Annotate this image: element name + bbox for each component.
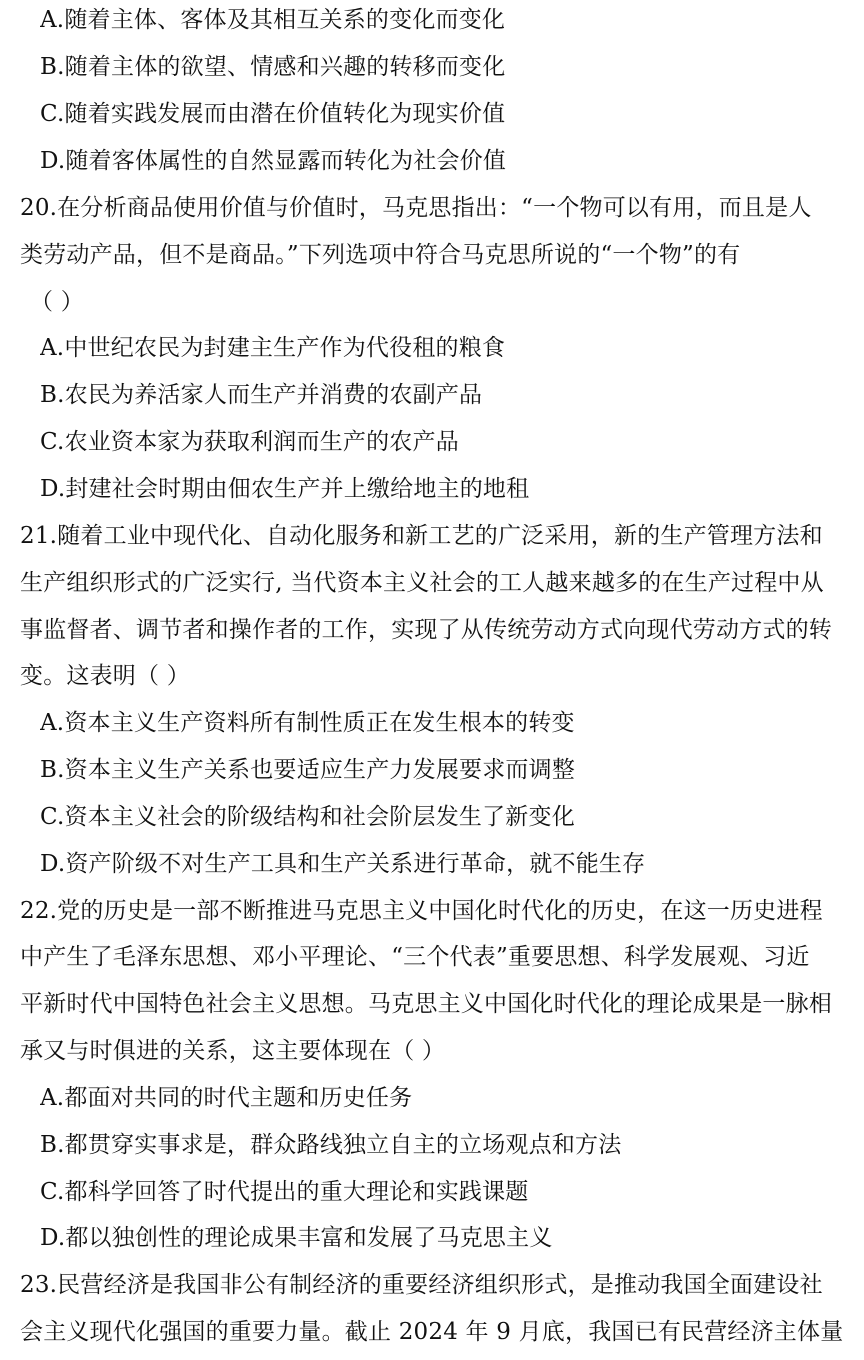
q20-stem-line-2: 类劳动产品，但不是商品。”下列选项中符合马克思所说的“一个物”的有	[20, 242, 741, 268]
q21-stem-line-3: 事监督者、调节者和操作者的工作，实现了从传统劳动方式向现代劳动方式的转	[20, 617, 832, 643]
q19-option-d: D.随着客体属性的自然显露而转化为社会价值	[40, 148, 507, 174]
q22-stem-line-3: 平新时代中国特色社会主义思想。马克思主义中国化时代化的理论成果是一脉相	[20, 991, 832, 1017]
q21-stem-line-2: 生产组织形式的广泛实行, 当代资本主义社会的工人越来越多的在生产过程中从	[20, 570, 824, 596]
q22-option-d: D.都以独创性的理论成果丰富和发展了马克思主义	[40, 1225, 553, 1251]
q22-stem-line-2: 中产生了毛泽东思想、邓小平理论、“三个代表”重要思想、科学发展观、习近	[20, 944, 810, 970]
q23-stem-line-1: 23.民营经济是我国非公有制经济的重要经济组织形式，是推动我国全面建设社	[20, 1272, 823, 1298]
q21-stem-line-4: 变。这表明（ ）	[20, 663, 190, 689]
q20-answer-blank: （ ）	[30, 289, 84, 315]
q19-option-a: A.随着主体、客体及其相互关系的变化而变化	[40, 7, 506, 33]
q21-option-b: B.资本主义生产关系也要适应生产力发展要求而调整	[40, 757, 576, 783]
q22-option-a: A.都面对共同的时代主题和历史任务	[40, 1085, 413, 1111]
q20-option-a: A.中世纪农民为封建主生产作为代役租的粮食	[40, 335, 506, 361]
q21-stem-line-1: 21.随着工业中现代化、自动化服务和新工艺的广泛采用，新的生产管理方法和	[20, 523, 823, 549]
q19-option-b: B.随着主体的欲望、情感和兴趣的转移而变化	[40, 54, 506, 80]
q20-option-d: D.封建社会时期由佃农生产并上缴给地主的地租	[40, 476, 530, 502]
q21-option-c: C.资本主义社会的阶级结构和社会阶层发生了新变化	[40, 804, 575, 830]
q23-stem-line-2: 会主义现代化强国的重要力量。截止 2024 年 9 月底，我国已有民营经济主体量	[20, 1319, 844, 1345]
q19-option-c: C.随着实践发展而由潜在价值转化为现实价值	[40, 101, 506, 127]
q20-option-b: B.农民为养活家人而生产并消费的农副产品	[40, 382, 483, 408]
q22-stem-line-1: 22.党的历史是一部不断推进马克思主义中国化时代化的历史，在这一历史进程	[20, 898, 823, 924]
q21-option-d: D.资产阶级不对生产工具和生产关系进行革命，就不能生存	[40, 851, 646, 877]
q21-option-a: A.资本主义生产资料所有制性质正在发生根本的转变	[40, 710, 575, 736]
q22-option-c: C.都科学回答了时代提出的重大理论和实践课题	[40, 1179, 529, 1205]
q22-option-b: B.都贯穿实事求是，群众路线独立自主的立场观点和方法	[40, 1132, 622, 1158]
q20-option-c: C.农业资本家为获取利润而生产的农产品	[40, 429, 459, 455]
q20-stem-line-1: 20.在分析商品使用价值与价值时，马克思指出：“一个物可以有用，而且是人	[20, 195, 812, 221]
q22-stem-line-4: 承又与时俱进的关系，这主要体现在（ ）	[20, 1038, 446, 1064]
